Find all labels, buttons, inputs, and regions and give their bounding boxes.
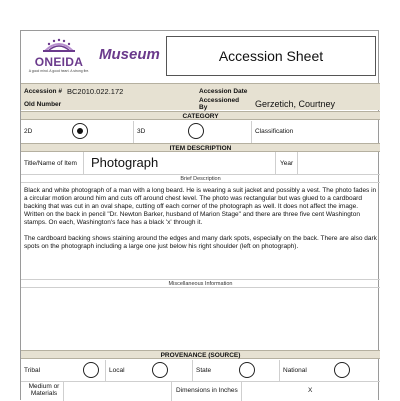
option-2d-label: 2D bbox=[24, 128, 33, 135]
title-value[interactable]: Photograph bbox=[91, 155, 159, 170]
accession-number-label: Accession # bbox=[24, 88, 62, 95]
radio-local[interactable] bbox=[152, 362, 168, 378]
option-state-label: State bbox=[196, 367, 212, 374]
radio-national[interactable] bbox=[334, 362, 350, 378]
divider bbox=[83, 152, 84, 174]
dimensions-separator: X bbox=[308, 387, 313, 394]
accessioned-by-value[interactable]: Gerzetich, Courtney bbox=[255, 99, 336, 109]
divider bbox=[192, 360, 193, 381]
sheet-header bbox=[21, 31, 380, 83]
divider bbox=[63, 382, 64, 401]
misc-info-area[interactable] bbox=[21, 289, 380, 351]
title-row bbox=[21, 152, 380, 174]
radio-2d[interactable] bbox=[72, 123, 88, 139]
record-band bbox=[21, 83, 380, 110]
radio-2d-selected-dot bbox=[77, 128, 83, 134]
title-label: Title/Name of Item bbox=[24, 160, 77, 167]
item-description-section-title: ITEM DESCRIPTION bbox=[21, 143, 380, 152]
oneida-logo bbox=[25, 35, 93, 79]
accessioned-by-label: Accessioned By bbox=[199, 97, 240, 111]
brief-description-text[interactable] bbox=[24, 187, 378, 259]
radio-3d[interactable] bbox=[188, 123, 204, 139]
description-paragraph: The cardboard backing shows staining around the edges and many dark spots, especially on the back. There are also dark spots on the photograph including a large one just below his right shoulder (left on photograph). bbox=[24, 235, 377, 250]
radio-state[interactable] bbox=[239, 362, 255, 378]
divider bbox=[279, 360, 280, 381]
accession-date-label: Accession Date bbox=[199, 88, 248, 95]
brief-description-label: Brief Description bbox=[21, 174, 380, 183]
divider bbox=[275, 152, 276, 174]
logo-word: ONEIDA bbox=[34, 55, 84, 69]
option-local-label: Local bbox=[109, 367, 125, 374]
medium-dimensions-row bbox=[21, 382, 380, 401]
classification-label: Classification bbox=[255, 128, 294, 135]
year-label: Year bbox=[280, 160, 294, 167]
museum-label: Museum bbox=[99, 46, 160, 63]
dimensions-label: Dimensions in Inches bbox=[176, 387, 238, 394]
divider bbox=[297, 152, 298, 174]
sheet-title: Accession Sheet bbox=[166, 36, 376, 76]
radio-tribal[interactable] bbox=[83, 362, 99, 378]
category-section-title: CATEGORY bbox=[21, 111, 380, 120]
divider bbox=[171, 382, 172, 401]
medium-label: Medium or Materials bbox=[28, 383, 60, 397]
divider bbox=[251, 121, 252, 143]
option-national-label: National bbox=[283, 367, 307, 374]
longhouse-logo-icon bbox=[25, 35, 93, 55]
logo-tagline: A good mind. A good heart. A strong fire. bbox=[28, 69, 90, 73]
option-3d-label: 3D bbox=[137, 128, 146, 135]
divider bbox=[241, 382, 242, 401]
option-tribal-label: Tribal bbox=[24, 367, 41, 374]
accession-sheet bbox=[20, 30, 379, 400]
divider bbox=[133, 121, 134, 143]
misc-info-label: Miscellaneous Information bbox=[21, 279, 380, 288]
category-row bbox=[21, 121, 380, 143]
accession-number-value[interactable]: BC2010.022.172 bbox=[67, 87, 124, 96]
provenance-section-title: PROVENANCE (SOURCE) bbox=[21, 350, 380, 359]
provenance-row bbox=[21, 360, 380, 381]
description-paragraph: Black and white photograph of a man with a long beard. He is wearing a suit jacket and possibly a vest. The photo fades in a circular motion around him and cuts off around chest level. The photo was rectangular but was glued to a cardboard backing that was cut in an oval shape, cutting off each corner of the photograph as well. It does not affect the image. Written on the back in pencil "Dr. Newton Barker, husband of Marion Stage" and there are three five cent Washington stamps. On each, Washington's face has a black 'x' through it. bbox=[24, 187, 377, 226]
old-number-label: Old Number bbox=[24, 101, 62, 108]
divider bbox=[105, 360, 106, 381]
